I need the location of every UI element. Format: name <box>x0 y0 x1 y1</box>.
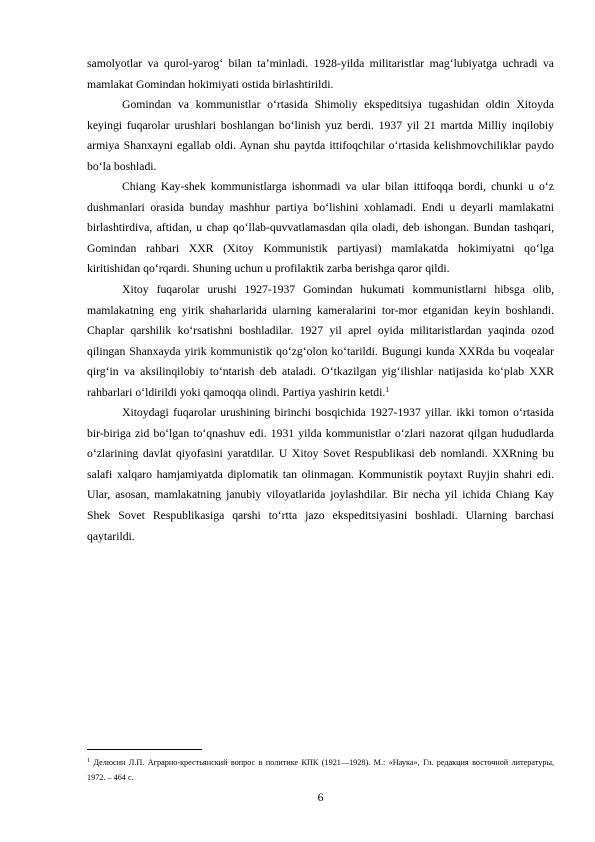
footnote <box>87 755 554 785</box>
paragraph-2-text: Gomindan va kommunistlar o‘rtasida Shimoliy ekspeditsiya tugashidan oldin Xitoyda keyingi fuqarolar urushlari boshlangan bo‘linish yuz berdi. 1937 yil 21 martda Milliy inqilobiy armiya Shanxayni egallab oldi. Aynan shu paytda ittifoqchilar o‘rtasida kelishmovchiliklar paydo bo‘la boshladi. <box>87 98 554 173</box>
paragraph-3 <box>87 177 554 280</box>
paragraph-3-text: Chiang Kay-shek kommunistlarga ishonmadi va ular bilan ittifoqqa bordi, chunki u o‘z dushmanlari orasida bunday mashhur partiya bo‘lishini xohlamadi. Endi u deyarli mamlakatni birlashtirdiva, aftidan, u chap qo‘llab-quvvatlamasdan qila oladi, deb ishongan. Bundan tashqari, Gomindan rahbari XXR (Xitoy Kommunistik partiyasi) mamlakatda hokimiyatni qo‘lga kiritishidan qo‘rqardi. Shuning uchun u profilaktik zarba berishga qaror qildi. <box>87 180 554 276</box>
paragraph-4 <box>87 280 554 403</box>
footnote-reference[interactable]: 1 <box>385 384 390 394</box>
paragraph-1 <box>87 54 554 95</box>
paragraph-2 <box>87 95 554 177</box>
footnote-separator <box>87 749 202 750</box>
paragraph-4-text: Xitoy fuqarolar urushi 1927-1937 Gomindan hukumati kommunistlarni hibsga olib, mamlakatning eng yirik shaharlarida ularning kameralarini tor-mor etganidan keyin boshlandi. Chaplar qarshilik ko‘rsatishni boshladilar. 1927 yil aprel oyida militaristlardan yaqinda ozod qilingan Shanxayda yirik kommunistik qo‘zg‘olon ko‘tarildi. Bugungi kunda XXRda bu voqealar qirg‘in va aksilinqilobiy to‘ntarish deb ataladi. O‘tkazilgan yig‘ilishlar natijasida ko‘plab XXR rahbarlari o‘ldirildi yoki qamoqqa olindi. Partiya yashirin ketdi. <box>87 283 554 399</box>
paragraph-5 <box>87 403 554 547</box>
paragraph-1-text: samolyotlar va qurol-yarog‘ bilan ta’minladi. 1928-yilda militaristlar mag‘lubiyatga uchradi va mamlakat Gomindan hokimiyati ostida birlashtirildi. <box>87 57 554 91</box>
paragraph-5-text: Xitoydagi fuqarolar urushining birinchi bosqichida 1927-1937 yillar. ikki tomon o‘rtasida bir-biriga zid bo‘lgan to‘qnashuv edi. 1931 yilda kommunistlar o‘zlari nazorat qilgan hududlarda o‘zlarining davlat qiyofasini yaratdilar. U Xitoy Sovet Respublikasi deb nomlandi. XXRning bu salafi xalqaro hamjamiyatda diplomatik tan olinmagan. Kommunistik poytaxt Ruyjin shahri edi. Ular, asosan, mamlakatning janubiy viloyatlarida joylashdilar. Bir necha yil ichida Chiang Kay Shek Sovet Respublikasiga qarshi to‘rtta jazo ekspeditsiyasini boshladi. Ularning barchasi qaytarildi. <box>87 406 554 543</box>
footnote-number: 1 <box>87 758 90 764</box>
page-number: 6 <box>317 791 324 804</box>
footnote-text: Делюсин Л.П. Аграрно-крестьянский вопрос в политике КПК (1921—1928). М.: «Наука», Гл. редакция восточной литературы, 1972. – 464 с. <box>87 758 555 782</box>
body-text <box>87 54 554 547</box>
